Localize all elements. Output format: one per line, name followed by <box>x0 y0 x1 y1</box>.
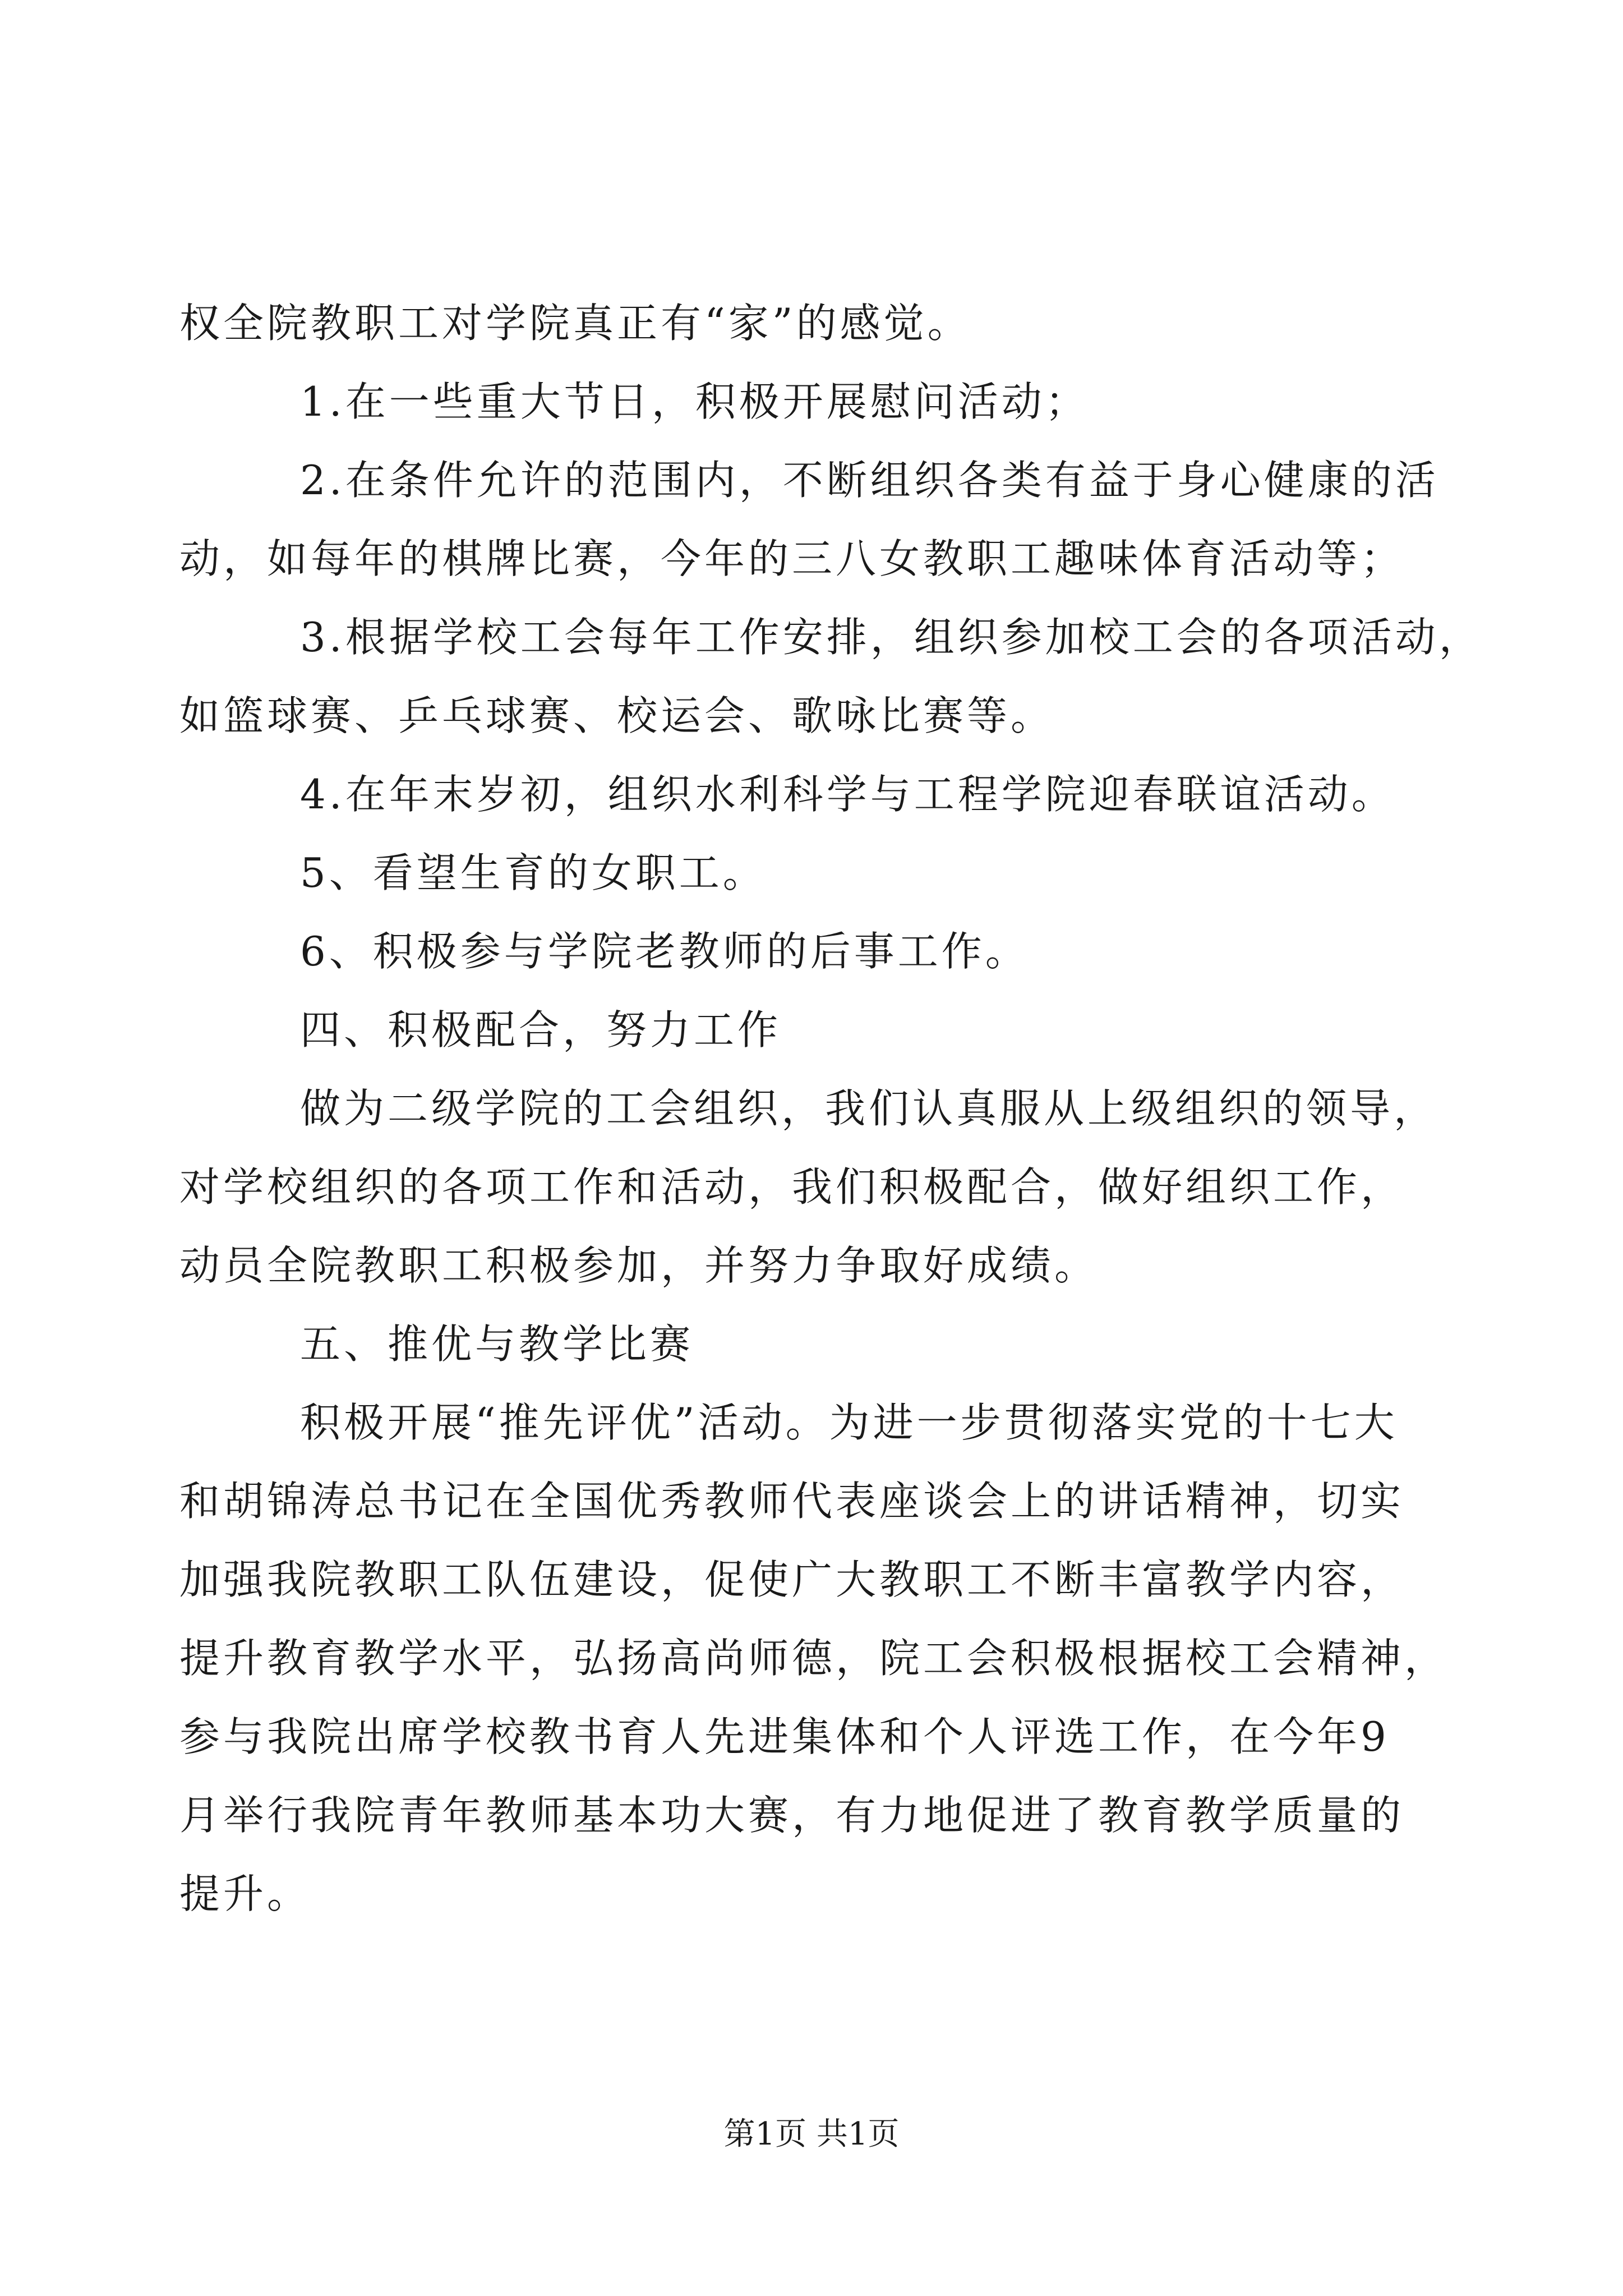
text-line: 月举行我院青年教师基本功大赛，有力地促进了教育教学质量的 <box>179 1792 1405 1839</box>
text-line: 和胡锦涛总书记在全国优秀教师代表座谈会上的讲话精神，切实 <box>179 1478 1405 1525</box>
text-line: 提升教育教学水平，弘扬高尚师德，院工会积极根据校工会精神， <box>179 1635 1449 1682</box>
text-line: 动，如每年的棋牌比赛，今年的三八女教职工趣味体育活动等； <box>179 535 1405 582</box>
text-line: 如篮球赛、乒乓球赛、校运会、歌咏比赛等。 <box>179 692 1055 739</box>
text-line: 权全院教职工对学院真正有“家”的感觉。 <box>179 300 971 347</box>
page-number-footer: 第1页 共1页 <box>723 2116 900 2152</box>
text-line: 加强我院教职工队伍建设，促使广大教职工不断丰富教学内容， <box>179 1556 1405 1603</box>
text-line: 3.根据学校工会每年工作安排，组织参加校工会的各项活动， <box>300 614 1483 661</box>
text-line: 4.在年末岁初，组织水利科学与工程学院迎春联谊活动。 <box>300 771 1395 818</box>
text-line: 6、积极参与学院老教师的后事工作。 <box>300 928 1029 975</box>
text-line: 参与我院出席学校教书育人先进集体和个人评选工作，在今年9 <box>179 1713 1390 1760</box>
text-line: 动员全院教职工积极参加，并努力争取好成绩。 <box>179 1242 1099 1289</box>
text-line: 做为二级学院的工会组织，我们认真服从上级组织的领导， <box>300 1085 1438 1132</box>
text-line: 积极开展“推先评优”活动。为进一步贯彻落实党的十七大 <box>300 1399 1398 1446</box>
text-line: 提升。 <box>179 1870 311 1917</box>
section-heading: 五、推优与教学比赛 <box>300 1320 694 1368</box>
text-line: 1.在一些重大节日，积极开展慰问活动； <box>300 378 1089 425</box>
text-line: 对学校组织的各项工作和活动，我们积极配合，做好组织工作， <box>179 1163 1405 1211</box>
section-heading: 四、积极配合，努力工作 <box>300 1006 782 1053</box>
text-line: 5、看望生育的女职工。 <box>300 849 767 896</box>
text-line: 2.在条件允许的范围内，不断组织各类有益于身心健康的活 <box>300 457 1439 504</box>
